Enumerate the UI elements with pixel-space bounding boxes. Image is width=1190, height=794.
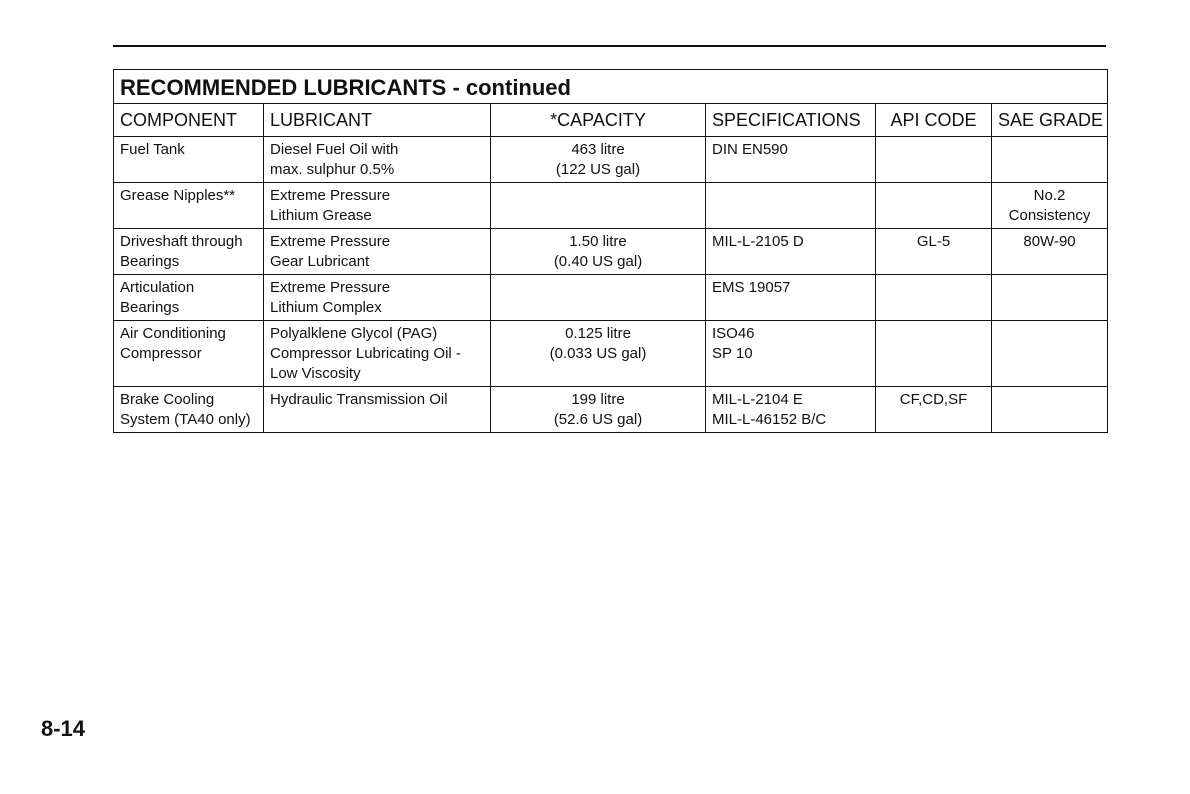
cell-lubricant xyxy=(264,183,491,229)
cell-line: Diesel Fuel Oil with xyxy=(270,141,399,158)
cell-specifications xyxy=(706,387,876,433)
cell-api-code xyxy=(876,275,992,321)
cell-line: ISO46 xyxy=(712,325,755,342)
cell-line: Brake Cooling xyxy=(120,391,215,408)
cell-sae-grade xyxy=(992,183,1108,229)
cell-line: Hydraulic Transmission Oil xyxy=(270,391,448,408)
cell-line: Lithium Grease xyxy=(270,207,372,224)
cell-capacity xyxy=(491,137,706,183)
cell-lubricant xyxy=(264,137,491,183)
lubricants-table xyxy=(113,69,1108,433)
cell-line: GL-5 xyxy=(916,233,951,250)
cell-line: 199 litre xyxy=(571,391,625,408)
cell-line: (0.033 US gal) xyxy=(549,345,647,362)
header-specifications: SPECIFICATIONS xyxy=(706,104,876,137)
cell-component xyxy=(114,275,264,321)
cell-line: Fuel Tank xyxy=(120,141,185,158)
table-row xyxy=(114,137,1108,183)
cell-component xyxy=(114,229,264,275)
cell-capacity xyxy=(491,229,706,275)
cell-line: MIL-L-46152 B/C xyxy=(712,411,827,428)
cell-line: EMS 19057 xyxy=(712,279,791,296)
cell-api-code xyxy=(876,387,992,433)
cell-line: Polyalklene Glycol (PAG) xyxy=(270,325,438,342)
cell-line: 0.125 litre xyxy=(565,325,631,342)
cell-lubricant xyxy=(264,321,491,387)
cell-lubricant xyxy=(264,229,491,275)
table-row xyxy=(114,387,1108,433)
cell-line: Extreme Pressure xyxy=(270,279,391,296)
cell-sae-grade xyxy=(992,229,1108,275)
cell-sae-grade xyxy=(992,275,1108,321)
cell-line: Lithium Complex xyxy=(270,299,382,316)
cell-specifications xyxy=(706,321,876,387)
cell-capacity xyxy=(491,387,706,433)
cell-line: Gear Lubricant xyxy=(270,253,370,270)
table-row xyxy=(114,183,1108,229)
cell-line: (122 US gal) xyxy=(555,161,641,178)
cell-line: Bearings xyxy=(120,299,180,316)
cell-line: MIL-L-2105 D xyxy=(712,233,804,250)
cell-line: (52.6 US gal) xyxy=(553,411,643,428)
header-capacity: *CAPACITY xyxy=(491,104,706,137)
cell-capacity xyxy=(491,275,706,321)
cell-line: Bearings xyxy=(120,253,180,270)
cell-line: SP 10 xyxy=(712,345,753,362)
cell-line: Extreme Pressure xyxy=(270,187,391,204)
cell-lubricant xyxy=(264,275,491,321)
cell-sae-grade xyxy=(992,321,1108,387)
cell-capacity xyxy=(491,321,706,387)
cell-specifications xyxy=(706,275,876,321)
cell-line: Articulation xyxy=(120,279,195,296)
cell-line: DIN EN590 xyxy=(712,141,788,158)
cell-component xyxy=(114,183,264,229)
cell-specifications xyxy=(706,183,876,229)
cell-capacity xyxy=(491,183,706,229)
cell-sae-grade xyxy=(992,387,1108,433)
cell-line: Consistency xyxy=(1008,207,1091,224)
cell-component xyxy=(114,321,264,387)
cell-lubricant xyxy=(264,387,491,433)
cell-component xyxy=(114,137,264,183)
cell-line: Extreme Pressure xyxy=(270,233,391,250)
cell-line: 463 litre xyxy=(571,141,625,158)
header-sae-grade: SAE GRADE xyxy=(992,104,1108,137)
title-row xyxy=(114,70,1108,104)
cell-api-code xyxy=(876,183,992,229)
table-title: RECOMMENDED LUBRICANTS - continued xyxy=(114,70,1108,104)
cell-line: Air Conditioning xyxy=(120,325,226,342)
cell-line: (0.40 US gal) xyxy=(553,253,643,270)
cell-line: No.2 xyxy=(1033,187,1066,204)
header-api-code: API CODE xyxy=(876,104,992,137)
cell-specifications xyxy=(706,229,876,275)
cell-line: Driveshaft through xyxy=(120,233,243,250)
table-row xyxy=(114,321,1108,387)
cell-component xyxy=(114,387,264,433)
cell-specifications xyxy=(706,137,876,183)
cell-line: Low Viscosity xyxy=(270,365,361,382)
cell-line: max. sulphur 0.5% xyxy=(270,161,395,178)
cell-line: 1.50 litre xyxy=(569,233,627,250)
cell-line: 80W-90 xyxy=(1023,233,1076,250)
cell-line: MIL-L-2104 E xyxy=(712,391,803,408)
cell-api-code xyxy=(876,137,992,183)
header-component: COMPONENT xyxy=(114,104,264,137)
header-lubricant: LUBRICANT xyxy=(264,104,491,137)
cell-sae-grade xyxy=(992,137,1108,183)
cell-line: System (TA40 only) xyxy=(120,411,251,428)
table-row xyxy=(114,275,1108,321)
cell-line: CF,CD,SF xyxy=(899,391,968,408)
cell-api-code xyxy=(876,229,992,275)
cell-line: Compressor Lubricating Oil - xyxy=(270,345,461,362)
page-number: 8-14 xyxy=(41,716,86,741)
header-row xyxy=(114,104,1108,137)
cell-api-code xyxy=(876,321,992,387)
table-row xyxy=(114,229,1108,275)
table-body xyxy=(114,137,1108,433)
cell-line: Grease Nipples** xyxy=(120,187,236,204)
top-rule xyxy=(113,45,1106,47)
cell-line: Compressor xyxy=(120,345,202,362)
